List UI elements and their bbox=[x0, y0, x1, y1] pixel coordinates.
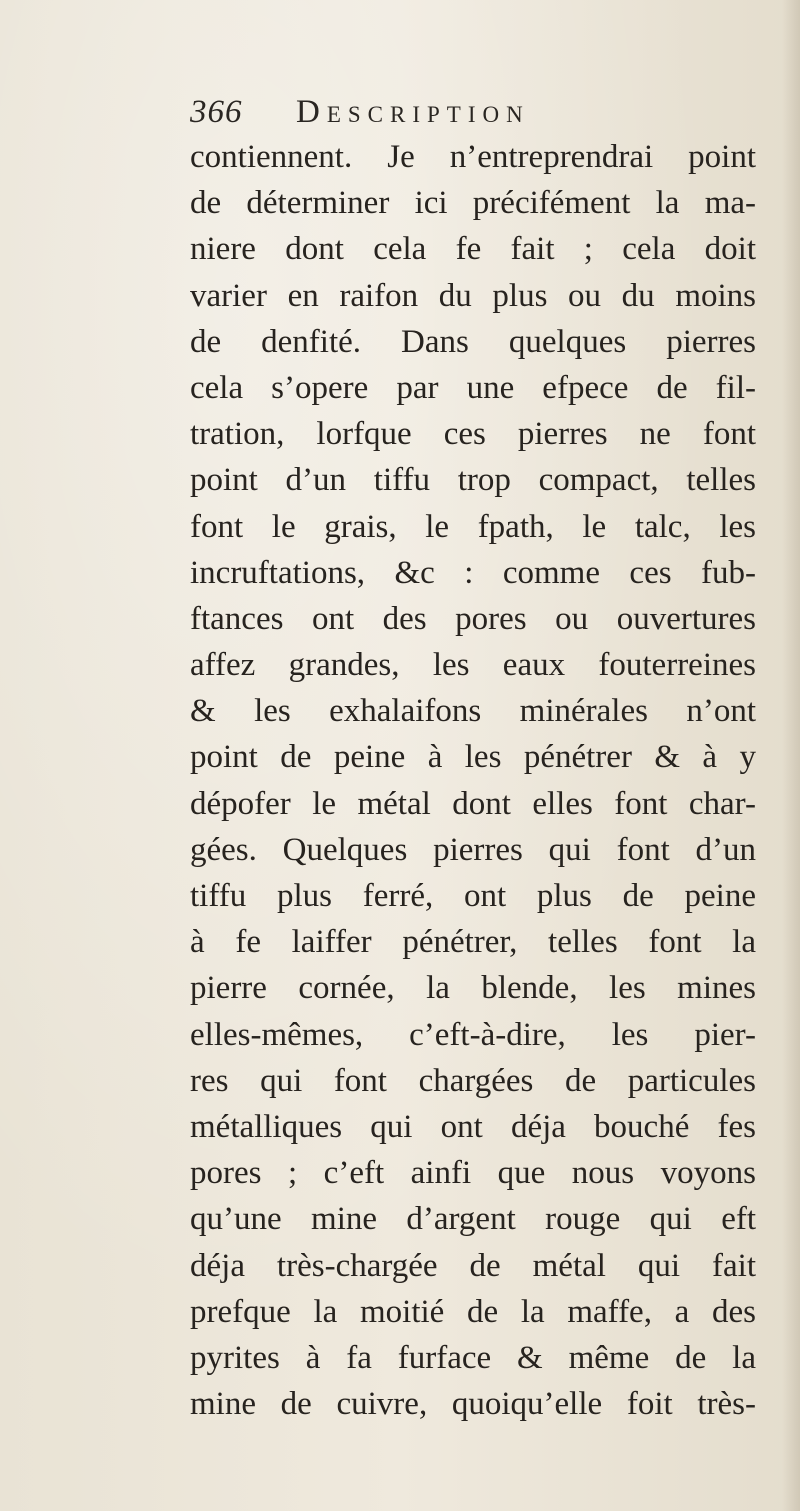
text-line: tiffu plus ferré, ont plus de peine bbox=[190, 878, 756, 914]
text-line: déja très-chargée de métal qui fait bbox=[190, 1247, 756, 1284]
text-line: prefque la moitié de la maffe, a des bbox=[190, 1293, 756, 1330]
text-line: varier en raifon du plus ou du moins bbox=[190, 277, 756, 314]
body-text bbox=[190, 134, 756, 1427]
text-line: qu’une mine d’argent rouge qui eft bbox=[190, 1201, 756, 1238]
text-line: point d’un tiffu trop compact, telles bbox=[190, 462, 756, 499]
text-line: de denfité. Dans quelques pierres bbox=[190, 323, 756, 360]
text-line: dépofer le métal dont elles font char- bbox=[190, 785, 756, 822]
text-line: à fe laiffer pénétrer, telles font la bbox=[190, 924, 756, 961]
page-number: 366 bbox=[190, 94, 243, 130]
text-line: & les exhalaifons minérales n’ont bbox=[190, 693, 756, 730]
running-title: Description bbox=[296, 94, 530, 130]
text-line: métalliques qui ont déja bouché fes bbox=[190, 1108, 756, 1145]
text-line: pierre cornée, la blende, les mines bbox=[190, 970, 756, 1007]
text-line: niere dont cela fe fait ; cela doit bbox=[190, 231, 756, 268]
text-line: de déterminer ici précifément la ma- bbox=[190, 185, 756, 222]
text-line: tration, lorfque ces pierres ne font bbox=[190, 416, 756, 453]
text-line: gées. Quelques pierres qui font d’un bbox=[190, 831, 756, 868]
text-line: incruftations, &c : comme ces fub- bbox=[190, 554, 756, 591]
text-line: pores ; c’eft ainfi que nous voyons bbox=[190, 1155, 756, 1192]
text-line: pyrites à fa furface & même de la bbox=[190, 1339, 756, 1376]
text-line: mine de cuivre, quoiqu’elle foit très- bbox=[190, 1386, 756, 1423]
text-line: res qui font chargées de particules bbox=[190, 1062, 756, 1099]
text-line: contiennent. Je n’entreprendrai point bbox=[190, 139, 756, 175]
text-line: cela s’opere par une efpece de fil- bbox=[190, 369, 756, 406]
text-line: elles-mêmes, c’eft-à-dire, les pier- bbox=[190, 1016, 756, 1053]
text-line: ftances ont des pores ou ouvertures bbox=[190, 600, 756, 637]
text-line: font le grais, le fpath, le talc, les bbox=[190, 508, 756, 545]
text-line: point de peine à les pénétrer & à y bbox=[190, 739, 756, 776]
running-header bbox=[190, 92, 660, 136]
text-line: affez grandes, les eaux fouterreines bbox=[190, 647, 756, 684]
page-edge-shadow bbox=[782, 0, 800, 1511]
